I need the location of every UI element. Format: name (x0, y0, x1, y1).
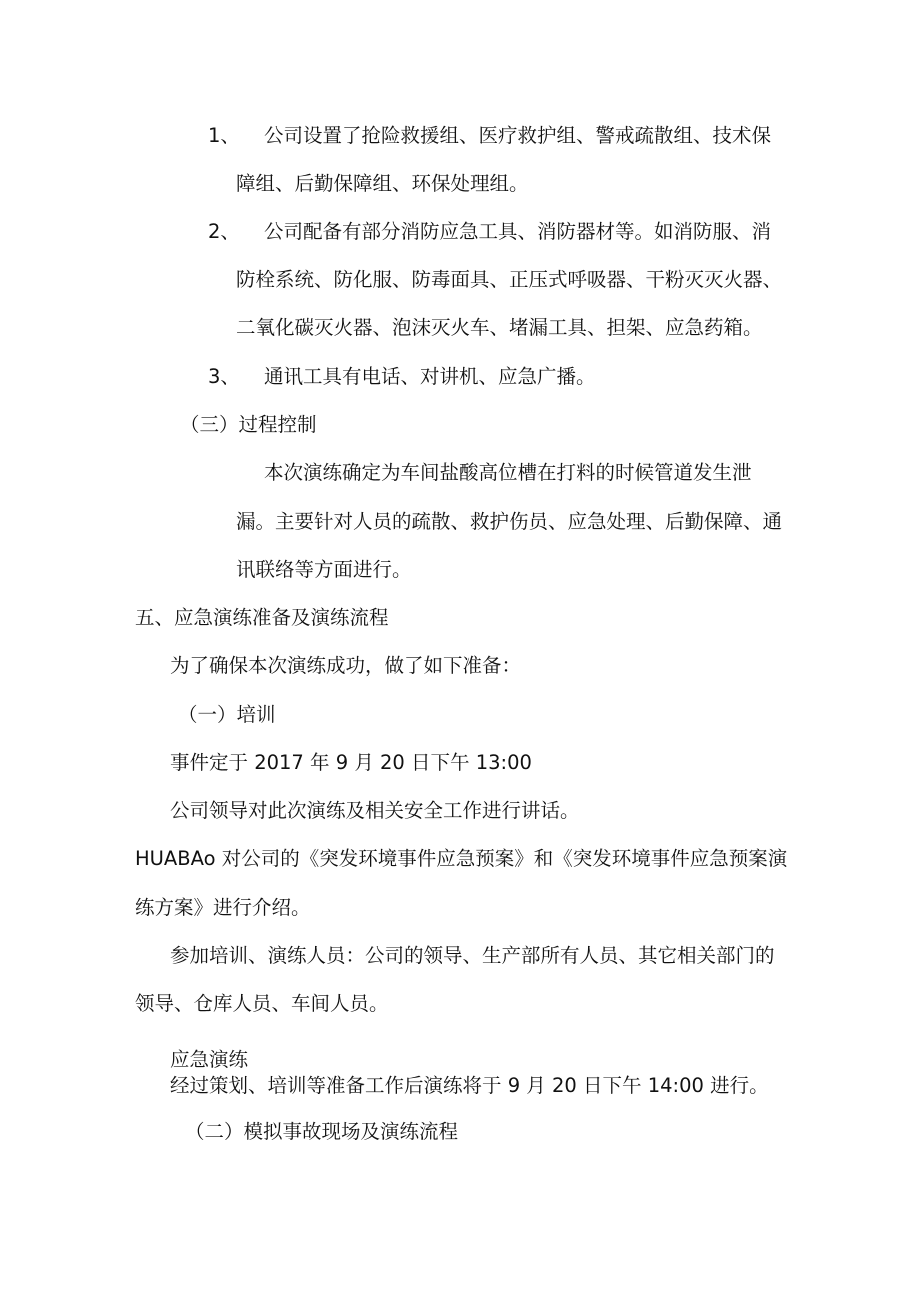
item-1-line-1: 公司设置了抢险救援组、医疗救护组、警戒疏散组、技术保 (264, 124, 772, 147)
prep-intro: 为了确保本次演练成功，做了如下准备： (170, 654, 522, 677)
participants-line-1: 参加培训、演练人员：公司的领导、生产部所有人员、其它相关部门的 (170, 944, 775, 967)
item-2-line-3: 二氧化碳灭火器、泡沫灭火车、堵漏工具、担架、应急药箱。 (236, 316, 763, 339)
huabao-line-2: 练方案》进行介绍。 (135, 896, 311, 919)
huabao-line-1: HUABAo 对公司的《突发环境事件应急预案》和《突发环境事件应急预案演 (135, 847, 788, 870)
sub3-heading: （三）过程控制 (180, 413, 317, 436)
list-number-2: 2、 (208, 220, 240, 243)
process-line-2: 漏。主要针对人员的疏散、救护伤员、应急处理、后勤保障、通 (236, 510, 783, 533)
event-time: 事件定于 2017 年 9 月 20 日下午 13:00 (170, 751, 532, 774)
drill-text: 经过策划、培训等准备工作后演练将于 9 月 20 日下午 14:00 进行。 (170, 1074, 769, 1097)
list-number-3: 3、 (208, 365, 240, 388)
drill-heading: 应急演练 (170, 1048, 249, 1071)
process-line-1: 本次演练确定为车间盐酸高位槽在打料的时候管道发生泄 (264, 461, 752, 484)
item-2-line-1: 公司配备有部分消防应急工具、消防器材等。如消防服、消 (264, 220, 772, 243)
process-line-3: 讯联络等方面进行。 (236, 558, 412, 581)
item-2-line-2: 防栓系统、防化服、防毒面具、正压式呼吸器、干粉灭灭火器、 (236, 268, 783, 291)
participants-line-2: 领导、仓库人员、车间人员。 (135, 992, 389, 1015)
item-3-line-1: 通讯工具有电话、对讲机、应急广播。 (264, 365, 596, 388)
sub1-heading: （一）培训 (178, 703, 276, 726)
sub2-heading: （二）模拟事故现场及演练流程 (185, 1120, 459, 1143)
leader-speech: 公司领导对此次演练及相关安全工作进行讲话。 (170, 799, 580, 822)
list-number-1: 1、 (208, 124, 240, 147)
item-1-line-2: 障组、后勤保障组、环保处理组。 (236, 172, 529, 195)
section-5-heading: 五、应急演练准备及演练流程 (135, 606, 389, 629)
